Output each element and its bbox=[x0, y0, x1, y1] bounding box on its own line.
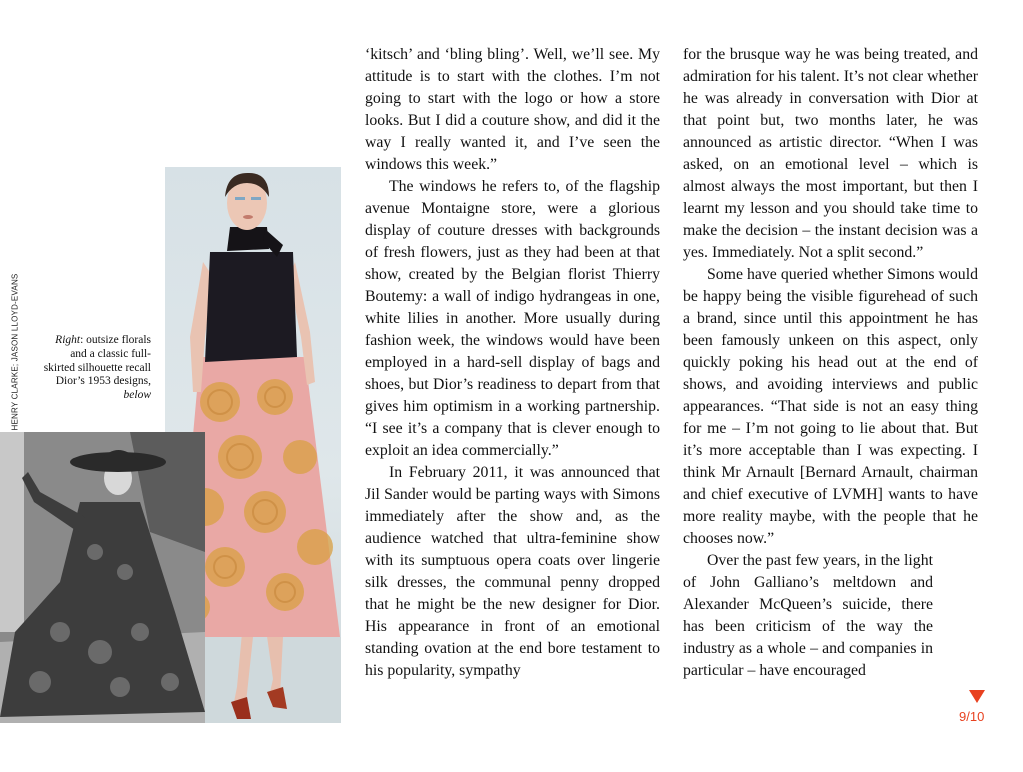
page-indicator: 9/10 bbox=[959, 709, 985, 724]
paragraph: Some have queried whether Simons would be happy being the visible figurehead of such a brand, since until this appointment he has been famously unkeen on this aspect, only quickly poking his head out at the end of shows, and avoiding interviews and public appearances. “That side is not an easy thing for me – I’m not going to lie about that. But it’s more acceptable than I was expecting. I think Mr Arnault [Bernard Arnault, chairman and chief executive of LVMH] wants to have more reality maybe, with the people that he chooses now.” bbox=[683, 266, 978, 547]
vintage-photo bbox=[0, 432, 205, 723]
caption-lead: Right bbox=[55, 334, 81, 346]
paragraph: In February 2011, it was announced that Jil Sander would be parting ways with Simons immediately after the show and, as the audience watched that ultra-feminine show with its sumptuous opera coats over lingerie silk dresses, the communal penny dropped that he might be the new designer for Dior. His appearance in front of an emotional standing ovation at the end bore testament to his popularity, sympathy bbox=[365, 464, 660, 679]
photo-credit: HENRY CLARKE; JASON LLOYD-EVANS bbox=[10, 273, 20, 431]
vintage-illustration bbox=[0, 432, 205, 723]
triangle-down-icon[interactable] bbox=[969, 690, 985, 703]
photo-caption bbox=[40, 334, 151, 403]
body-column-1 bbox=[365, 44, 660, 682]
body-column-2 bbox=[683, 44, 978, 682]
paragraph: Over the past few years, in the light of John Galliano’s meltdown and Alexander McQueen’s suicide, there has been criticism of the way the industry as a whole – and companies in particular – have encouraged bbox=[683, 552, 933, 679]
paragraph: ‘kitsch’ and ‘bling bling’. Well, we’ll see. My attitude is to start with the clothes. I’m not going to start with the logo or how a store looks. But I did a couture show, and did it the way I really wanted it, and I’ve seen the windows this week.” bbox=[365, 46, 660, 173]
paragraph: for the brusque way he was being treated, and admiration for his talent. It’s not clear whether he was already in conversation with Dior at that point but, two months later, he was announced as artistic director. “When I was asked, on an emotional level – which is almost always the most important, but then I learnt my lesson and you should take time to make the decision – the instant decision was a yes. Immediately. Not a split second.” bbox=[683, 46, 978, 261]
paragraph: The windows he refers to, of the flagship avenue Montaigne store, were a glorious display of couture dresses with backgrounds of fresh flowers, just as they had been at that show, created by the Belgian florist Thierry Boutemy: a wall of indigo hydrangeas in one, white lilies in another. More usually during fashion week, the windows would have been employed in a hard-sell display of bags and shoes, but Dior’s readiness to depart from that gives him optimism in a working partnership. “I see it’s a company that is clever enough to exploit an idea commercially.” bbox=[365, 178, 660, 459]
caption-tail: below bbox=[123, 389, 151, 402]
caption-text: : outsize florals and a classic full-skirted silhouette recall Dior’s 1953 designs, bbox=[43, 334, 151, 388]
